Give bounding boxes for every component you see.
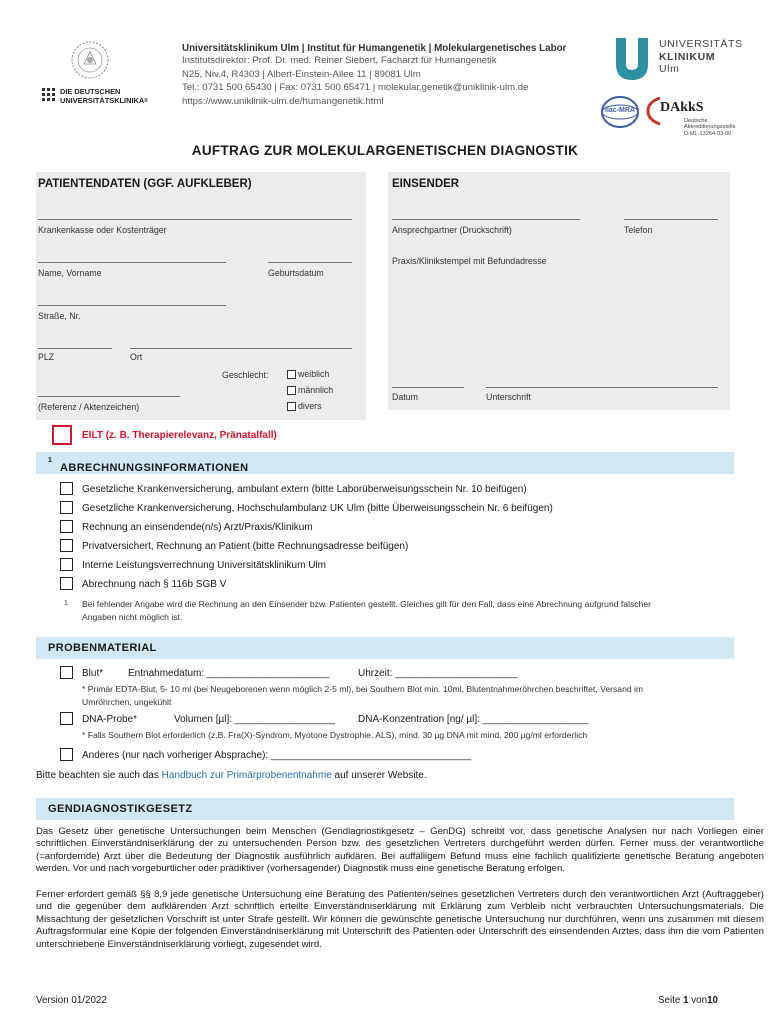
billing-footnote [82, 598, 732, 624]
maennlich-label: männlich [298, 385, 334, 395]
konzentration-field[interactable]: DNA-Konzentration [ng/ µl]: ___________________ [358, 714, 589, 725]
page-indicator [658, 995, 718, 1006]
ort-label: Ort [130, 352, 143, 362]
volumen-field[interactable]: Volumen [µl]: __________________ [174, 714, 335, 725]
gendg-paragraph1: Das Gesetz über genetische Untersuchungen beim Menschen (Gendiagnostikgesetz – GenDG) schreibt vor, dass genetische Analysen nur nach Vorliegen einer schriftlichen Einverständniserklärung der zu untersuchenden Person bzw. des gesetzlichen Vertreters durchgeführt werden dürfen. Ferner muss der verantwortliche (=anfordernde) Arzt über die Bedeutung der Diagnostik ausführlich aufklären. Bei auffälligem Befund muss eine fachlich qualifizierte genetische Beratung angeboten werden. Vor und nach vorgeburtlicher oder prädiktiver (vorhersagender) Diagnostik muss eine genetische Beratung erfolgen. [36, 826, 764, 875]
handbook-hint [36, 770, 427, 781]
udk-line1: DIE DEUTSCHEN [60, 87, 121, 96]
name-line[interactable] [38, 262, 226, 263]
dakks-sub2: Akkreditierungsstelle [684, 124, 736, 131]
gendg-band [36, 798, 734, 820]
name-label: Name, Vorname [38, 268, 102, 278]
header-address [182, 43, 566, 108]
logo-line2: KLINIKUM [659, 50, 716, 63]
header-line3: Tel.: 0731 500 65430 | Fax: 0731 500 65471 | molekular.genetik@uniklinik-ulm.de [182, 82, 529, 93]
einsender-panel [388, 172, 730, 410]
ort-line[interactable] [130, 348, 352, 349]
blut-label: Blut* [82, 668, 104, 679]
version-label: Version 01/2022 [36, 995, 107, 1006]
footnote-line1: Bei fehlender Angabe wird die Rechnung an den Einsender bzw. Patienten gestellt. Gleiches gilt für den Fall, dass eine Abrechnung aufgrund falscher [82, 599, 651, 609]
abrechnung-heading: ABRECHNUNGSINFORMATIONEN [60, 462, 249, 474]
billing-option-checkbox[interactable] [60, 482, 73, 495]
weiblich-label: weiblich [298, 369, 330, 379]
weiblich-checkbox[interactable] [287, 370, 296, 379]
blut-note-line1: * Primär EDTA-Blut, 5- 10 ml (bei Neugeborenen wenn möglich 2-5 ml), bei Southern Blot min. 10ml, Blutentnahmeröhrchen beschriftet, Versand im [82, 684, 644, 694]
eilt-checkbox[interactable] [52, 425, 72, 445]
dna-checkbox[interactable] [60, 712, 73, 725]
billing-option-checkbox[interactable] [60, 558, 73, 571]
billing-option-label: Rechnung an einsendende(n/s) Arzt/Praxis/Klinikum [82, 522, 313, 533]
seal-logo [70, 40, 110, 80]
billing-option-label: Gesetzliche Krankenversicherung, ambulant extern (bitte Laborüberweisungsschein Nr. 10 beifügen) [82, 484, 527, 495]
street-label: Straße, Nr. [38, 311, 81, 321]
gendg-paragraph2: Ferner erfordert gemäß §§ 8,9 jede genetische Untersuchung eine Beratung des Patienten/seines gesetzlichen Vertreters durch den verantwortlichen Arzt (Auftraggeber) und die gegenüber dem aufklärenden Arzt schriftlich erteilte Einverständniserklärung mit Erklärung zum Verbleib nicht verbrauchten Untersuchungsmaterials. Die Missachtung der gesetzlichen Vorschrift ist unter Strafe gestellt. Wir können die gewünschte genetische Untersuchung nur durchführen, wenn uns zusammen mit diesem Auftragsformular eine Kopie der folgenden Einverständniserklärung mit Unterschrift des Patienten oder Unterschrift des einsendenden Arztes, dass ihm die vom Patienten unterschriebene Einverständniserklärung vorliegt, zugesendet wird. [36, 889, 764, 950]
handbook-link[interactable]: Handbuch zur Primärprobenentnahme [161, 770, 332, 781]
abrechnung-sup: 1 [48, 457, 53, 464]
maennlich-checkbox[interactable] [287, 386, 296, 395]
dakks-text: DAkkS [660, 100, 704, 115]
dna-label: DNA-Probe* [82, 714, 138, 725]
dna-note: * Falls Southern Blot erforderlich (z.B. Fra(X)-Syndrom, Myotone Dystrophie, ALS), mind. 30 µg DNA mit mind. 200 µg/ml erforderlich [82, 730, 588, 740]
anderes-checkbox[interactable] [60, 748, 73, 761]
billing-option-label: Gesetzliche Krankenversicherung, Hochschulambulanz UK Ulm (bitte Überweisungsschein Nr. 6 beifügen) [82, 503, 553, 514]
phone-label: Telefon [624, 225, 653, 235]
blut-note-line2: Umröhrchen, ungekühlt [82, 697, 172, 707]
hint-post: auf unserer Website. [334, 770, 427, 781]
udk-reg: ® [144, 97, 148, 104]
plz-label: PLZ [38, 352, 55, 362]
signature-line[interactable] [486, 387, 718, 388]
document-title: AUFTRAG ZUR MOLEKULARGENETISCHEN DIAGNOSTIK [191, 143, 579, 158]
billing-option-checkbox[interactable] [60, 539, 73, 552]
logo-line3: Ulm [659, 63, 680, 75]
eilt-label: EILT (z. B. Therapierelevanz, Pränatalfall) [82, 430, 277, 441]
birthdate-line[interactable] [268, 262, 352, 263]
header-line2: N25, Niv.4, R4303 | Albert-Einstein-Allee 11 | 89081 Ulm [182, 68, 421, 80]
logo-line1: UNIVERSITÄTS [659, 38, 743, 50]
billing-option-label: Interne Leistungsverrechnung Universitätsklinikum Ulm [82, 560, 326, 571]
gender-label: Geschlecht: [222, 370, 269, 380]
billing-option-label: Abrechnung nach § 116b SGB V [82, 579, 227, 590]
page-number: 1 [683, 995, 689, 1006]
dakks-sub3: D-ML-13264-03-00 [684, 130, 732, 137]
billing-option-checkbox[interactable] [60, 520, 73, 533]
page-total: 10 [707, 995, 718, 1006]
billing-option-checkbox[interactable] [60, 577, 73, 590]
uniklinik-ulm-logo [612, 38, 742, 82]
dakks-logo [646, 94, 746, 140]
udk-line2: UNIVERSITÄTSKLINIKA [60, 95, 145, 105]
page-pre: Seite [658, 995, 681, 1006]
hint-pre: Bitte beachten sie auch das [36, 770, 159, 781]
kasse-label: Krankenkasse oder Kostenträger [38, 225, 167, 235]
referenz-line[interactable] [38, 396, 180, 397]
entnahme-field[interactable]: Entnahmedatum: ______________________ [128, 668, 330, 679]
einsender-heading: EINSENDER [392, 178, 460, 190]
contact-label: Ansprechpartner (Druckschrift) [392, 225, 512, 235]
abrechnung-band [36, 452, 734, 474]
udk-logo [42, 86, 162, 108]
header-line4: https://www.uniklinik-ulm.de/humangenetik.html [182, 95, 384, 107]
blut-checkbox[interactable] [60, 666, 73, 679]
signature-label: Unterschrift [486, 392, 531, 402]
anderes-field[interactable]: Anderes (nur nach vorheriger Absprache): ____________________________________ [82, 750, 472, 761]
kasse-line[interactable] [38, 219, 352, 220]
divers-label: divers [298, 401, 322, 411]
billing-option-checkbox[interactable] [60, 501, 73, 514]
patient-panel [36, 172, 366, 420]
divers-checkbox[interactable] [287, 402, 296, 411]
date-label: Datum [392, 392, 418, 402]
ilac-mra-logo [600, 94, 640, 130]
patient-heading: PATIENTENDATEN (GGF. AUFKLEBER) [38, 178, 252, 190]
phone-line[interactable] [624, 219, 718, 220]
page-mid: von [691, 995, 708, 1006]
plz-line[interactable] [38, 348, 112, 349]
footnote-line2: Angaben nicht möglich ist. [82, 612, 183, 622]
referenz-label: (Referenz / Aktenzeichen) [38, 402, 140, 412]
gendg-heading: GENDIAGNOSTIKGESETZ [48, 803, 193, 815]
dakks-sub1: Deutsche [684, 118, 708, 124]
uhrzeit-field[interactable]: Uhrzeit: ______________________ [358, 668, 518, 679]
institution-name: Universitätsklinikum Ulm | Institut für Humangenetik | Molekulargenetisches Labor [182, 43, 567, 54]
date-line[interactable] [392, 387, 464, 388]
proben-heading: PROBENMATERIAL [48, 642, 157, 654]
footnote-number: 1 [64, 600, 68, 607]
billing-option-label: Privatversichert, Rechnung an Patient (bitte Rechnungsadresse beifügen) [82, 541, 409, 552]
street-line[interactable] [38, 305, 226, 306]
header-line1: Institutsdirektor: Prof. Dr. med. Reiner Siebert, Facharzt für Humangenetik [182, 55, 497, 66]
ilac-text: ilac-MRA [605, 107, 635, 114]
birthdate-label: Geburtsdatum [268, 268, 324, 278]
proben-band [36, 637, 734, 659]
contact-line[interactable] [392, 219, 580, 220]
stamp-label: Praxis/Klinikstempel mit Befundadresse [392, 256, 547, 266]
